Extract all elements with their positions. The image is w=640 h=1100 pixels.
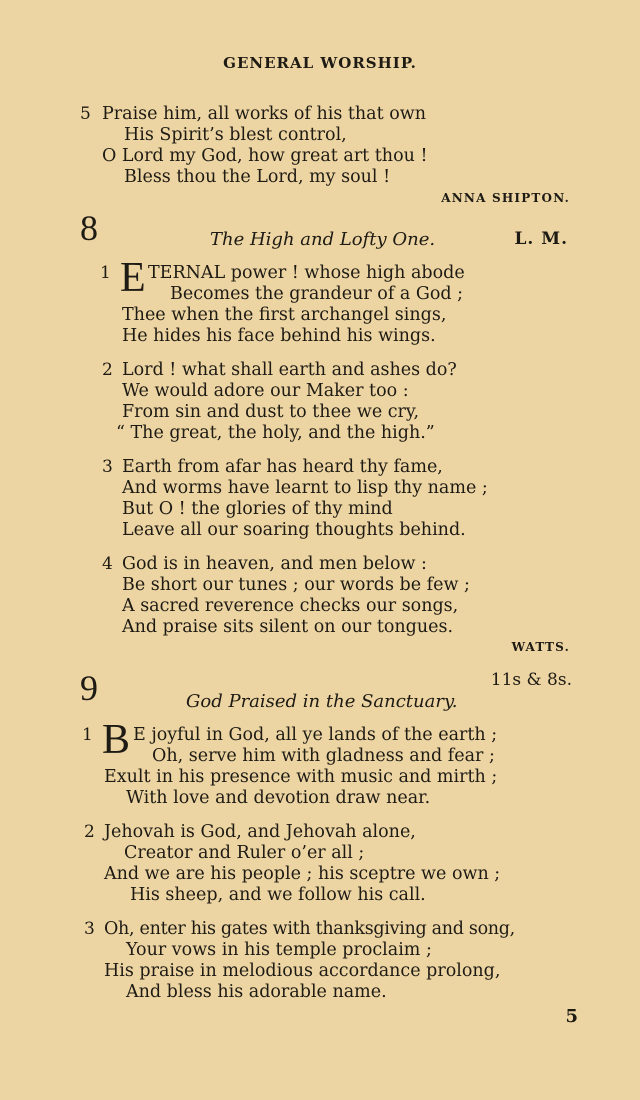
verse-line: Earth from afar has heard thy fame, [122,457,443,477]
verse-line: Exult in his presence with music and mirth ; [104,767,498,787]
verse-line: And praise sits silent on our tongues. [122,617,454,637]
hymn-title: God Praised in the Sanctuary. [186,691,458,712]
verse-line: Oh, serve him with gladness and fear ; [152,746,495,766]
verse-line: TERNAL power ! whose high abode [148,263,465,283]
verse-line: A sacred reverence checks our songs, [122,596,459,616]
verse-line: Your vows in his temple proclaim ; [126,940,432,960]
verse-line: Leave all our soaring thoughts behind. [122,520,466,540]
verse-line: And worms have learnt to lisp thy name ; [122,478,488,498]
verse-line: Oh, enter his gates with thanksgiving and song, [104,919,515,939]
hymn-author: ANNA SHIPTON. [441,191,570,205]
verse-line: Lord ! what shall earth and ashes do? [122,360,457,380]
verse-line: His Spirit’s blest control, [124,125,347,145]
verse-number: 3 [84,919,95,939]
page-number: 5 [565,1006,578,1027]
verse-line: But O ! the glories of thy mind [122,499,393,519]
verse-number: 3 [102,457,113,477]
verse-line: O Lord my God, how great art thou ! [102,146,428,166]
verse-line: E joyful in God, all ye lands of the earth ; [133,725,498,745]
verse-line: And bless his adorable name. [126,982,387,1002]
verse-line: God is in heaven, and men below : [122,554,427,574]
hymn-number: 8 [80,208,98,248]
verse-number: 1 [100,263,111,283]
verse-number: 2 [102,360,113,380]
verse-line: Bless thou the Lord, my soul ! [124,167,391,187]
verse-line: With love and devotion draw near. [126,788,431,808]
verse-number: 4 [102,554,113,574]
verse-line: And we are his people ; his sceptre we own ; [104,864,501,884]
verse-number: 2 [84,822,95,842]
drop-cap: B [102,717,131,763]
hymn-meter: 11s & 8s. [490,670,572,690]
verse-line: Thee when the first archangel sings, [122,305,447,325]
verse-line: From sin and dust to thee we cry, [122,402,420,422]
drop-cap: E [120,255,146,301]
verse-line: We would adore our Maker too : [122,381,409,401]
verse-line: Creator and Ruler o’er all ; [124,843,365,863]
running-header: GENERAL WORSHIP. [223,54,417,72]
verse-line: Jehovah is God, and Jehovah alone, [104,822,416,842]
verse-line: Becomes the grandeur of a God ; [170,284,464,304]
verse-number: 1 [82,725,93,745]
verse-line: Be short our tunes ; our words be few ; [122,575,470,595]
verse-number: 5 [80,104,91,124]
verse-line: He hides his face behind his wings. [122,326,436,346]
hymn-author: WATTS. [511,640,570,654]
verse-line: His sheep, and we follow his call. [130,885,426,905]
verse-line: Praise him, all works of his that own [102,104,426,124]
hymn-title: The High and Lofty One. [210,229,436,250]
hymn-number: 9 [80,668,98,708]
hymn-meter: L. M. [514,229,568,249]
verse-line: His praise in melodious accordance prolong, [104,961,501,981]
verse-line: “ The great, the holy, and the high.” [116,423,435,443]
